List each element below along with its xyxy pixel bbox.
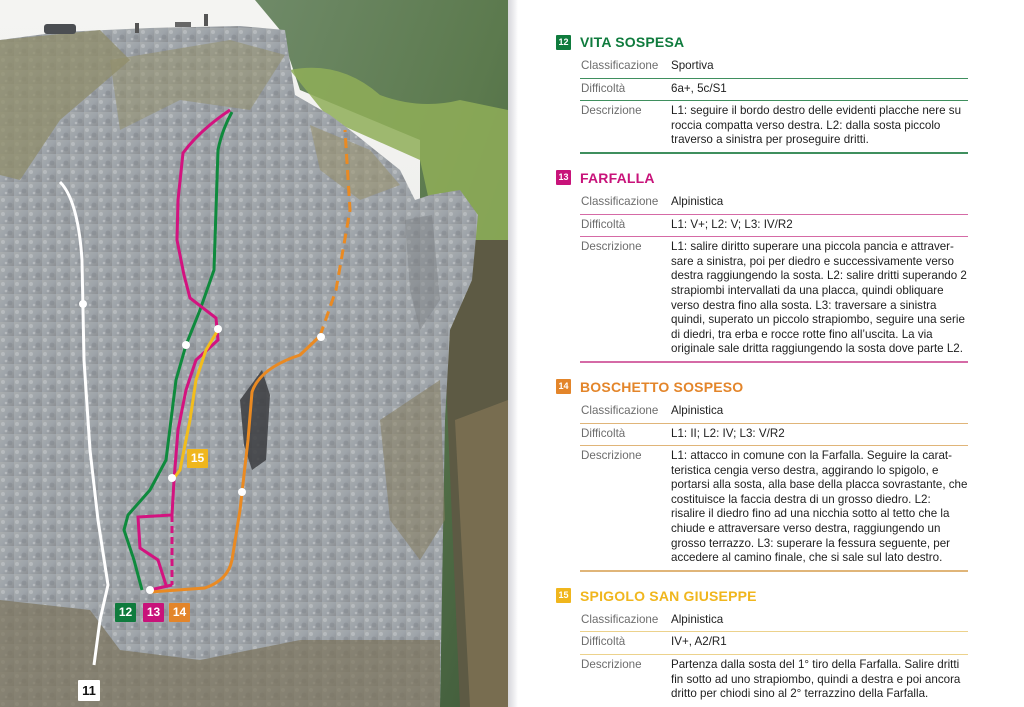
table-row-description [580, 655, 968, 706]
route-title: BOSCHETTO SOSPESO [580, 378, 744, 395]
route-number-badge: 15 [556, 588, 571, 603]
route-entry-14 [556, 377, 970, 572]
route-info-table [580, 56, 968, 154]
route-list [556, 32, 970, 707]
row-label: Classificazione [581, 59, 659, 72]
table-row-difficulty [580, 632, 968, 655]
route-title: SPIGOLO SAN GIUSEPPE [580, 587, 757, 604]
route-info-table [580, 192, 968, 363]
page-gutter [508, 0, 518, 707]
route-entry-15 [556, 586, 970, 706]
table-row-difficulty [580, 79, 968, 102]
row-value: Alpinistica [671, 403, 724, 417]
route-topo-overlay [0, 0, 508, 707]
table-row-classification [580, 56, 968, 79]
route-tag-12[interactable]: 12 [115, 603, 136, 622]
row-label: Descrizione [581, 104, 642, 118]
route-tag-14[interactable]: 14 [169, 603, 190, 622]
row-value: L1: seguire il bordo destro delle evidenti placche nere su roccia compatta verso destra. L2: dalla sosta piccolo traverso a sinistra per proseguire dritti. [671, 104, 962, 147]
row-label: Difficoltà [581, 426, 626, 440]
row-label: Descrizione [581, 658, 642, 672]
table-row-difficulty [580, 424, 968, 447]
row-label: Classificazione [581, 194, 659, 208]
route-info-table [580, 401, 968, 572]
route-entry-12 [556, 32, 970, 154]
row-value: Alpinistica [671, 194, 724, 208]
route-number-badge: 14 [556, 379, 571, 394]
route-tag-15[interactable]: 15 [187, 449, 208, 468]
row-label: Classificazione [581, 612, 659, 626]
table-row-classification [580, 610, 968, 633]
row-label: Difficoltà [581, 217, 626, 231]
row-value: L1: attacco in comune con la Farfalla. Seguire la carat-teristica cengia verso destra, aggirando lo spigolo, e portarsi alla sosta, alla base della placca sovrastante, che costituisce la faccia destra di un grosso diedro. L2: risalire il diedro fino ad una nicchia sotto al tetto che la chiude e attraversare verso destra, raggiungendo un grosso terrazzo. L3: superare la fessura seguente, per accedere al camino finale, che si sale sul lato destro. [671, 449, 968, 565]
table-row-difficulty [580, 215, 968, 238]
row-label: Descrizione [581, 240, 642, 254]
route-info-table [580, 610, 968, 706]
row-value: IV+, A2/R1 [671, 635, 727, 649]
row-value: 6a+, 5c/S1 [671, 81, 727, 95]
table-row-description [580, 446, 968, 572]
table-row-description [580, 101, 968, 154]
table-row-classification [580, 401, 968, 424]
route-number-badge: 13 [556, 170, 571, 185]
table-row-classification [580, 192, 968, 215]
row-value: L1: V+; L2: V; L3: IV/R2 [671, 217, 793, 231]
row-label: Difficoltà [581, 635, 626, 649]
row-value: L1: salire diritto superare una piccola pancia e attraver-sare a sinistra, poi per diedro e successivamente verso destra raggiungendo la sosta. L2: salire dritti superando 2 strapiombi intervallati da una placca, quindi obliquare verso destra fino alla sosta. L3: traversare a sinistra quindi, superato un piccolo strapiombo, seguire una serie di diedri, tra erba e rocce rotte fino all’uscita. La via originale sale dritta raggiungendo la sosta dove parte L2. [671, 240, 967, 356]
row-value: Alpinistica [671, 612, 724, 626]
cliff-photo [0, 0, 508, 707]
route-tag-11[interactable]: 11 [78, 680, 100, 701]
row-label: Descrizione [581, 449, 642, 463]
row-label: Difficoltà [581, 81, 626, 95]
route-title: FARFALLA [580, 169, 655, 186]
route-title: VITA SOSPESA [580, 34, 685, 50]
row-value: Sportiva [671, 59, 714, 72]
row-label: Classificazione [581, 403, 659, 417]
route-number-badge: 12 [556, 35, 571, 50]
route-tag-13[interactable]: 13 [143, 603, 164, 622]
row-value: L1: II; L2: IV; L3: V/R2 [671, 426, 785, 440]
route-entry-13 [556, 168, 970, 363]
table-row-description [580, 237, 968, 363]
row-value: Partenza dalla sosta del 1° tiro della Farfalla. Salire dritti fin sotto ad uno strapiombo, quindi a destra e poi ancora dritto per chiodi sino al 2° terrazzino della Farfalla. [671, 658, 961, 701]
